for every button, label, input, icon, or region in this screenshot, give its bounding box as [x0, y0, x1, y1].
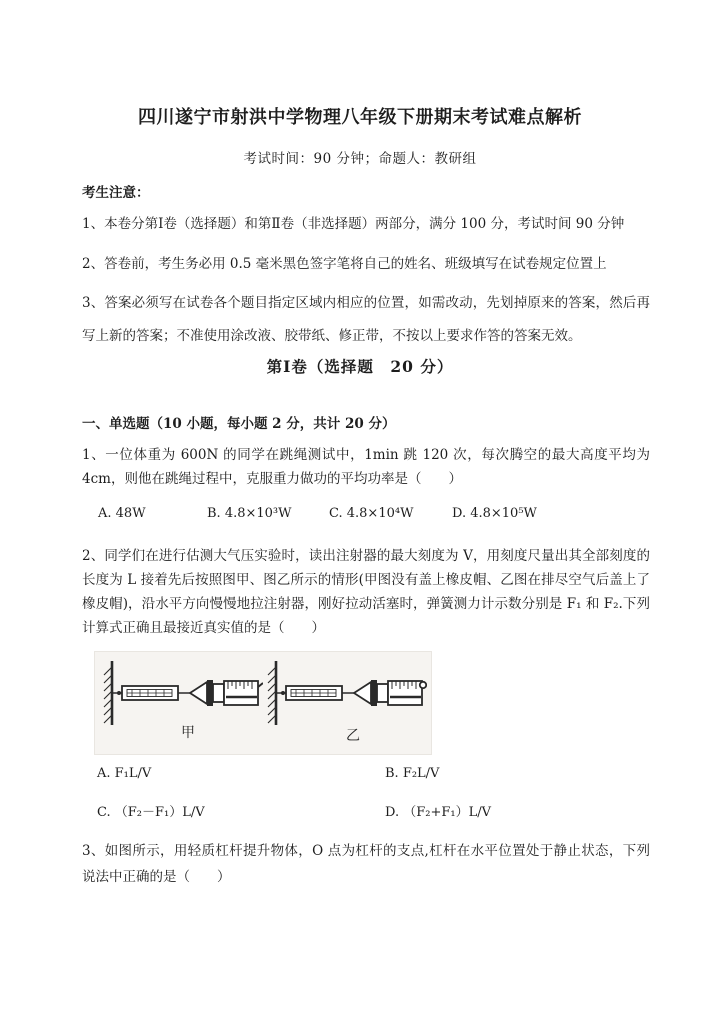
section-title: 第Ⅰ卷（选择题 20 分） — [266, 357, 454, 376]
syringe-diagram-jia — [101, 659, 263, 729]
option-item: C. 4.8×10⁴W — [329, 506, 414, 521]
notice-heading: 考生注意： — [82, 185, 150, 201]
syringe-barrel-icon — [224, 681, 258, 705]
figure-label-yi: 乙 — [346, 728, 360, 744]
question-2-options-row-2 — [82, 801, 672, 820]
figure-label-jia: 甲 — [181, 725, 195, 741]
notice-item: 2、答卷前，考生务必用 0.5 毫米黑色签字笔将自己的姓名、班级填写在试卷规定位置上 — [82, 256, 607, 272]
question-text-3: 3、如图所示，用轻质杠杆提升物体，O 点为杠杆的支点,杠杆在水平位置处于静止状态，下列说法中正确的是（ ） — [82, 843, 650, 885]
option-item: C. （F₂－F₁）L/V — [97, 805, 205, 820]
syringe-diagram-yi — [265, 659, 427, 729]
question-2-options-row-1 — [82, 766, 672, 781]
question-1-options — [82, 506, 672, 521]
option-item: D. （F₂+F₁）L/V — [385, 805, 491, 820]
syringe-nozzle-icon — [190, 682, 207, 704]
syringe-nozzle-icon — [354, 682, 371, 704]
option-item: A. 48W — [98, 506, 146, 521]
question-text-1: 1、一位体重为 600N 的同学在跳绳测试中，1min 跳 120 次，每次腾空的最大高度平均为 4cm，则他在跳绳过程中，克服重力做功的平均功率是（ ） — [82, 447, 650, 487]
question-text-2: 2、同学们在进行估测大气压实验时，读出注射器的最大刻度为 V，用刻度尺量出其全部刻度的长度为 L 接着先后按照图甲、图乙所示的情形(甲图没有盖上橡皮帽、乙图在排尽空气后盖上了橡皮帽)，沿水平方向慢慢地拉注射器，刚好拉动活塞时，弹簧测力计示数分别是 F₁ 和 F₂.下列计算式正确且最接近真实值的是（ ） — [82, 548, 650, 636]
subsection-title: 一、单选题（10 小题，每小题 2 分，共计 20 分） — [82, 416, 396, 432]
notice-item: 1、本卷分第Ⅰ卷（选择题）和第Ⅱ卷（非选择题）两部分，满分 100 分，考试时间 90 分钟 — [82, 216, 625, 232]
syringe-barrel-icon — [388, 681, 422, 705]
option-item: B. 4.8×10³W — [207, 506, 292, 521]
option-item: A. F₁L/V — [97, 766, 152, 781]
option-item: B. F₂L/V — [385, 766, 440, 781]
syringe-experiment-figure — [94, 651, 432, 755]
rubber-cap-icon — [420, 682, 426, 688]
notice-item: 3、答案必须写在试卷各个题目指定区域内相应的位置，如需改动，先划掉原来的答案，然后再写上新的答案；不准使用涂改液、胶带纸、修正带，不按以上要求作答的答案无效。 — [82, 295, 650, 344]
option-item: D. 4.8×10⁵W — [452, 506, 537, 521]
exam-meta: 考试时间：90 分钟；命题人：教研组 — [243, 151, 477, 167]
page-title: 四川遂宁市射洪中学物理八年级下册期末考试难点解析 — [138, 107, 582, 128]
